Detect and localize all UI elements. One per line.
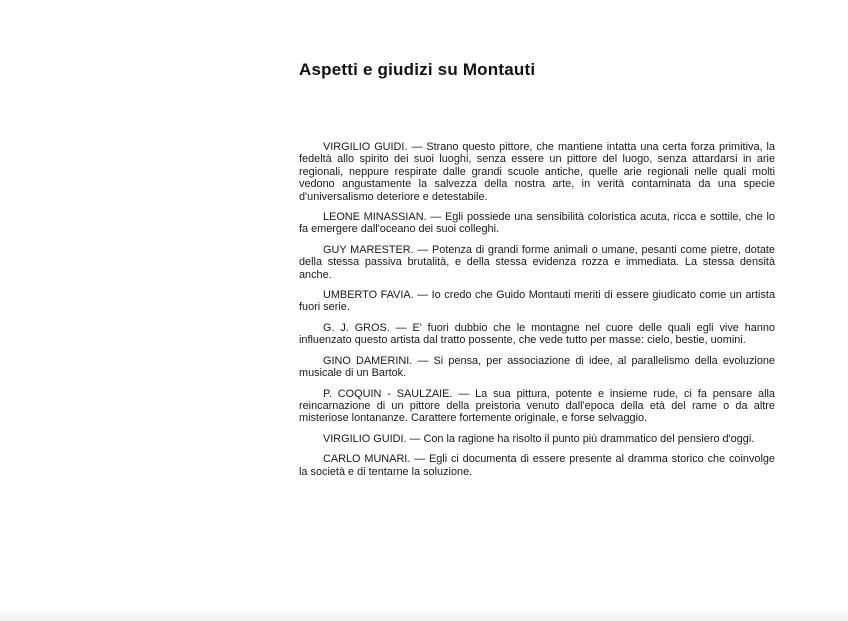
quote-text: E' fuori dubbio che le montagne nel cuore delle quali egli vive hanno influenzato questo artista dal tratto possente, che vede tutto per masse: cielo, bestie, uomini.	[299, 321, 775, 347]
quote-paragraph: VIRGILIO GUIDI. — Strano questo pittore, che mantiene intatta una certa forza primitiva, la fedeltà allo spirito dei suoi luoghi, senza essere un pittore del luogo, senza attardarsi in arie regionali, neppure respirate dalle grandi scuole antiche, quelle arie regionali nelle quali molti vedono angustamente la salvezza della nostra arte, in verità contaminata da una specie d'universalismo deteriore e detestabile.	[299, 141, 775, 203]
quote-paragraph: CARLO MUNARI. — Egli ci documenta di essere presente al dramma storico che coinvolge la società e di tentarne la soluzione.	[299, 453, 775, 478]
quote-author: P. COQUIN - SAULZAIE.	[323, 387, 453, 400]
quote-text: Egli possiede una sensibilità coloristica acuta, ricca e sottile, che lo fa emergere dall'oceano dei suoi colleghi.	[299, 211, 775, 236]
quote-paragraph: UMBERTO FAVIA. — Io credo che Guido Montauti meriti di essere giudicato come un artista fuori serie.	[299, 289, 776, 314]
quote-paragraph: LEONE MINASSIAN. — Egli possiede una sensibilità coloristica acuta, ricca e sottile, che lo fa emergere dall'oceano dei suoi colleghi.	[299, 211, 775, 236]
quote-author: UMBERTO FAVIA.	[323, 289, 414, 302]
quote-paragraph: GUY MARESTER. — Potenza di grandi forme animali o umane, pesanti come pietre, dotate della stessa passiva brutalità, e della stessa evidenza rozza e immediata. La stessa densità anche.	[299, 243, 775, 281]
quote-author: GUY MARESTER.	[323, 243, 414, 256]
quote-paragraph: P. COQUIN - SAULZAIE. — La sua pittura, potente e insieme rude, ci fa pensare alla reincarnazione di un pittore della preistoria venuto dall'epoca della età del rame o da altre misteriose lontananze. Carattere fortemente originale, e forse selvaggio.	[299, 387, 775, 425]
page-title: Aspetti e giudizi su Montauti	[299, 60, 536, 80]
quote-author: LEONE MINASSIAN.	[323, 211, 427, 224]
quote-paragraph: VIRGILIO GUIDI. — Con la ragione ha risolto il punto più drammatico del pensiero d'oggi.	[323, 432, 755, 445]
quote-paragraph: G. J. GROS. — E' fuori dubbio che le montagne nel cuore delle quali egli vive hanno influenzato questo artista dal tratto possente, che vede tutto per masse: cielo, bestie, uomini.	[299, 321, 775, 347]
quote-text: Strano questo pittore, che mantiene intatta una certa forza primitiva, la fedeltà allo spirito dei suoi luoghi, senza essere un pittore del luogo, senza attardarsi in arie regionali, neppure respirate dalle grandi scuole antiche, quelle arie regionali nelle quali molti vedono angustamente la salvezza della nostra arte, in verità contaminata da una specie d'universalismo deteriore e detestabile.	[299, 141, 775, 203]
quote-text: Egli ci documenta di essere presente al dramma storico che coinvolge la società e di tentarne la soluzione.	[299, 453, 775, 478]
quote-text: La sua pittura, potente e insieme rude, ci fa pensare alla reincarnazione di un pittore della preistoria venuto dall'epoca della età del rame o da altre misteriose lontananze. Carattere fortemente originale, e forse selvaggio.	[299, 387, 775, 425]
quote-author: GINO DAMERINI.	[323, 354, 413, 367]
quote-paragraph: GINO DAMERINI. — Si pensa, per associazione di idee, al parallelismo della evoluzione musicale di un Bartok.	[299, 354, 775, 380]
quote-author: VIRGILIO GUIDI.	[323, 141, 408, 153]
quote-author: CARLO MUNARI.	[323, 453, 411, 466]
quote-text: Potenza di grandi forme animali o umane, pesanti come pietre, dotate della stessa passiva brutalità, e della stessa evidenza rozza e immediata. La stessa densità anche.	[299, 243, 775, 281]
quote-text: Io credo che Guido Montauti meriti di essere giudicato come un artista fuori serie.	[299, 289, 776, 314]
quote-author: G. J. GROS.	[323, 321, 390, 334]
quote-text: Con la ragione ha risolto il punto più drammatico del pensiero d'oggi.	[423, 432, 755, 445]
quote-text: Si pensa, per associazione di idee, al parallelismo della evoluzione musicale di un Bartok.	[299, 354, 775, 380]
quotes-section	[299, 141, 775, 478]
quote-author: VIRGILIO GUIDI.	[323, 432, 407, 445]
page-bottom-edge	[0, 607, 848, 621]
